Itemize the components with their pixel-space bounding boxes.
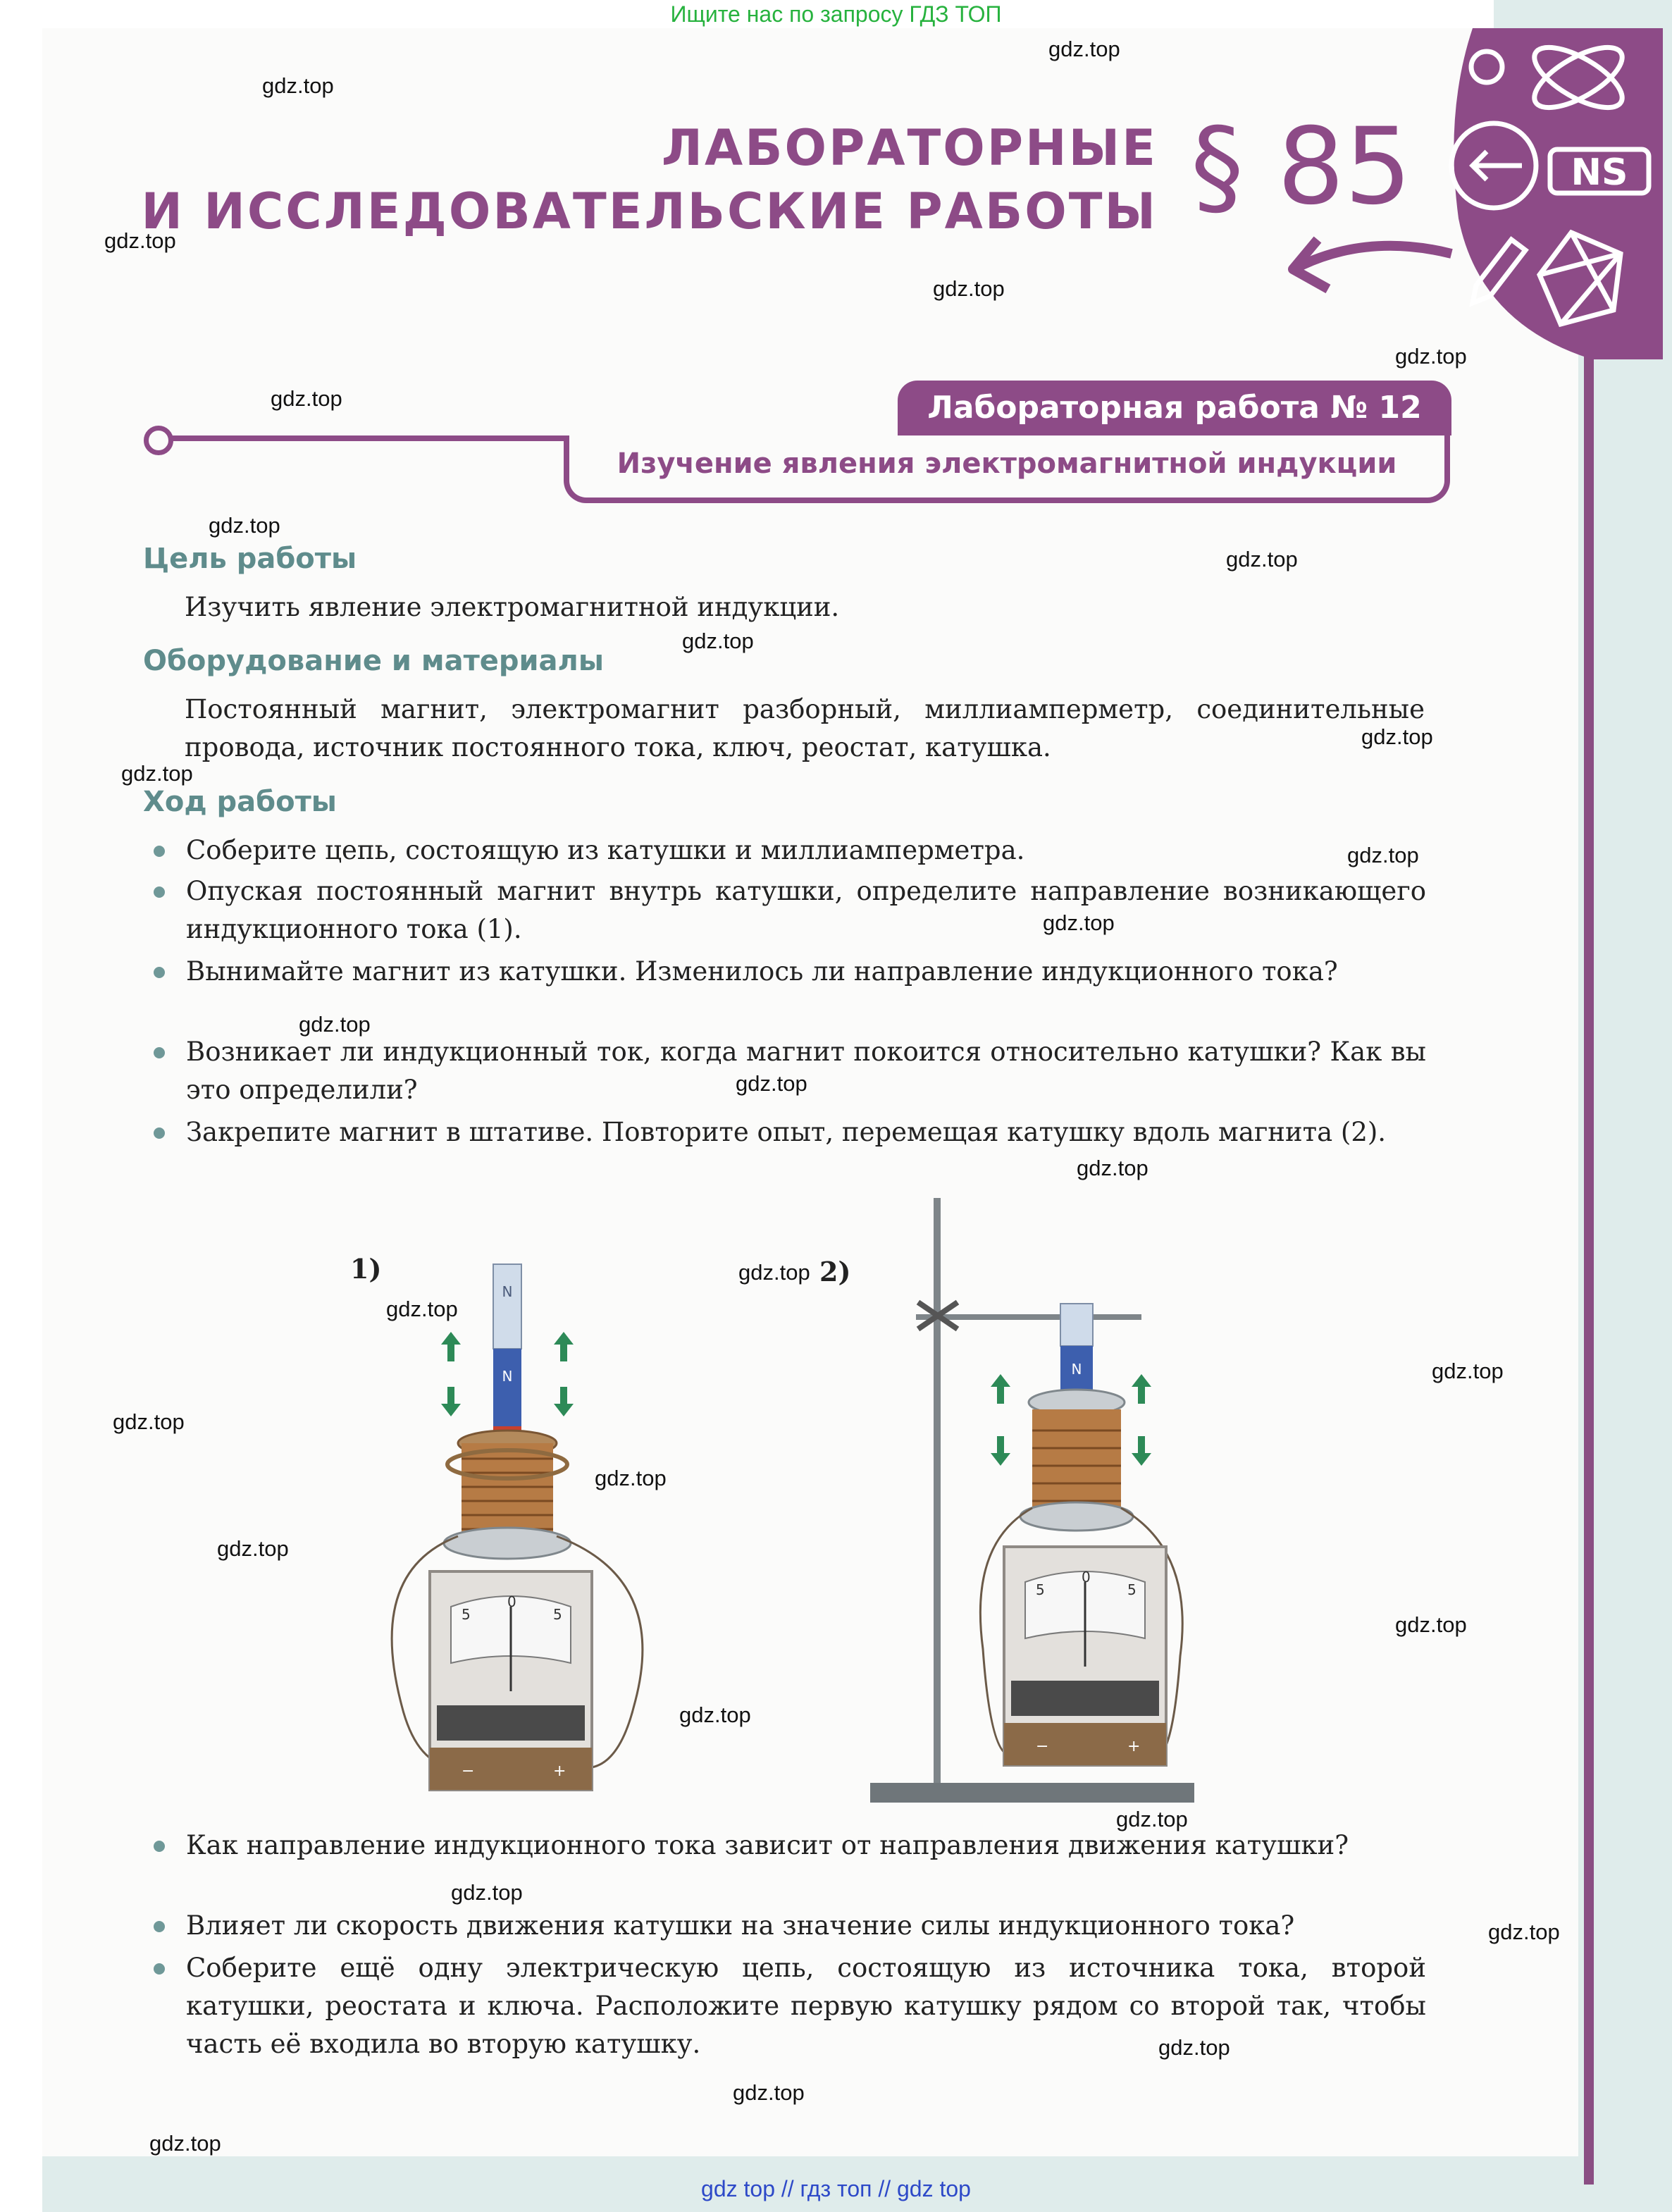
watermark: gdz.top <box>1395 1612 1467 1637</box>
watermark: gdz.top <box>1226 547 1298 571</box>
watermark: gdz.top <box>1043 910 1115 935</box>
goal-heading: Цель работы <box>143 543 357 575</box>
equipment-heading: Оборудование и материалы <box>143 645 605 677</box>
watermark: gdz.top <box>1395 344 1467 369</box>
watermark: gdz.top <box>595 1466 667 1490</box>
badge-text: NS <box>1571 152 1628 194</box>
watermark: gdz.top <box>1347 843 1419 867</box>
figure-2-stand-coil-meter <box>863 1198 1208 1811</box>
meter-base <box>1004 1723 1166 1765</box>
meter-base <box>430 1748 592 1790</box>
lab-topic: Изучение явления электромагнитной индукции <box>564 435 1450 503</box>
header-rule <box>163 435 569 441</box>
watermark: gdz.top <box>451 1880 523 1905</box>
watermark: gdz.top <box>1158 2035 1230 2060</box>
page-title: ЛАБОРАТОРНЫЕ И ИССЛЕДОВАТЕЛЬСКИЕ РАБОТЫ <box>141 119 1158 240</box>
question-item: Как направление индукционного тока зависит от направления движения катушки? <box>154 1827 1426 1865</box>
watermark: gdz.top <box>386 1297 458 1321</box>
svg-text:+: + <box>553 1762 566 1780</box>
svg-text:5: 5 <box>1127 1581 1137 1598</box>
watermark: gdz.top <box>736 1071 807 1096</box>
svg-text:N: N <box>502 1368 513 1385</box>
watermark: gdz.top <box>262 73 334 98</box>
watermark: gdz.top <box>299 1012 371 1037</box>
goal-text: Изучить явление электромагнитной индукции. <box>185 592 840 622</box>
svg-text:5: 5 <box>462 1606 471 1623</box>
paragraph-number: § 85 <box>1191 106 1412 228</box>
figure-1-label: 1) <box>350 1253 382 1285</box>
watermark: gdz.top <box>738 1260 810 1285</box>
watermark: gdz.top <box>1432 1359 1504 1383</box>
watermark: gdz.top <box>271 386 342 411</box>
svg-text:5: 5 <box>553 1606 562 1623</box>
bottom-links[interactable]: gdz top // гдз топ // gdz top <box>701 2176 971 2201</box>
question-item: Соберите ещё одну электрическую цепь, состоящую из источника тока, второй катушки, реостата и ключа. Расположите первую катушку рядом со второй так, чтобы часть её входила во вторую катушку. <box>154 1949 1426 2063</box>
watermark: gdz.top <box>1077 1156 1148 1180</box>
figure-2-label: 2) <box>819 1256 851 1287</box>
header-rule-dot <box>144 426 173 455</box>
watermark: gdz.top <box>149 2131 221 2156</box>
svg-text:−: − <box>1036 1738 1049 1755</box>
lab-number-tab: Лабораторная работа № 12 <box>898 381 1451 435</box>
watermark: gdz.top <box>209 513 280 538</box>
step-item: Соберите цепь, состоящую из катушки и миллиамперметра. <box>154 832 1426 870</box>
watermark: gdz.top <box>113 1409 185 1434</box>
figure-1-coil-magnet-meter <box>380 1254 676 1811</box>
watermark: gdz.top <box>121 761 193 786</box>
top-search-hint[interactable]: Ищите нас по запросу ГДЗ ТОП <box>670 1 1002 27</box>
magnet-blue-part <box>493 1349 521 1426</box>
svg-text:−: − <box>462 1762 475 1780</box>
stand-rod <box>934 1198 941 1790</box>
watermark: gdz.top <box>217 1536 289 1561</box>
procedure-heading: Ход работы <box>143 786 337 818</box>
watermark: gdz.top <box>1488 1920 1560 1944</box>
svg-text:0: 0 <box>1082 1569 1091 1586</box>
equipment-text: Постоянный магнит, электромагнит разборный, миллиамперметр, соединительные провода, источник постоянного тока, ключ, реостат, катушка. <box>185 694 1425 762</box>
step-item: Закрепите магнит в штативе. Повторите опыт, перемещая катушку вдоль магнита (2). <box>154 1113 1426 1151</box>
watermark: gdz.top <box>933 276 1005 301</box>
magnet-pole-label: N <box>502 1283 513 1300</box>
stand-base <box>870 1783 1194 1803</box>
magnet-top-part <box>1060 1304 1093 1346</box>
svg-text:+: + <box>1127 1738 1141 1755</box>
question-item: Влияет ли скорость движения катушки на значение силы индукционного тока? <box>154 1907 1426 1945</box>
watermark: gdz.top <box>1361 724 1433 749</box>
watermark: gdz.top <box>733 2080 805 2105</box>
magnet-top-part <box>493 1264 521 1349</box>
watermark: gdz.top <box>104 228 176 253</box>
watermark: gdz.top <box>1116 1807 1188 1831</box>
coil-winding <box>1032 1409 1121 1515</box>
magnet-pole-label: N <box>1071 1361 1082 1378</box>
svg-text:5: 5 <box>1036 1581 1045 1598</box>
watermark: gdz.top <box>682 629 754 653</box>
step-item: Вынимайте магнит из катушки. Изменилось ли направление индукционного тока? <box>154 953 1426 991</box>
step-item: Возникает ли индукционный ток, когда магнит покоится относительно катушки? Как вы это определили? <box>154 1033 1426 1109</box>
step-item: Опуская постоянный магнит внутрь катушки, определите направление возникающего индукционного тока (1). <box>154 872 1426 949</box>
svg-text:0: 0 <box>507 1593 516 1610</box>
stand-arm <box>916 1314 1141 1320</box>
watermark: gdz.top <box>1048 37 1120 61</box>
watermark: gdz.top <box>679 1703 751 1727</box>
